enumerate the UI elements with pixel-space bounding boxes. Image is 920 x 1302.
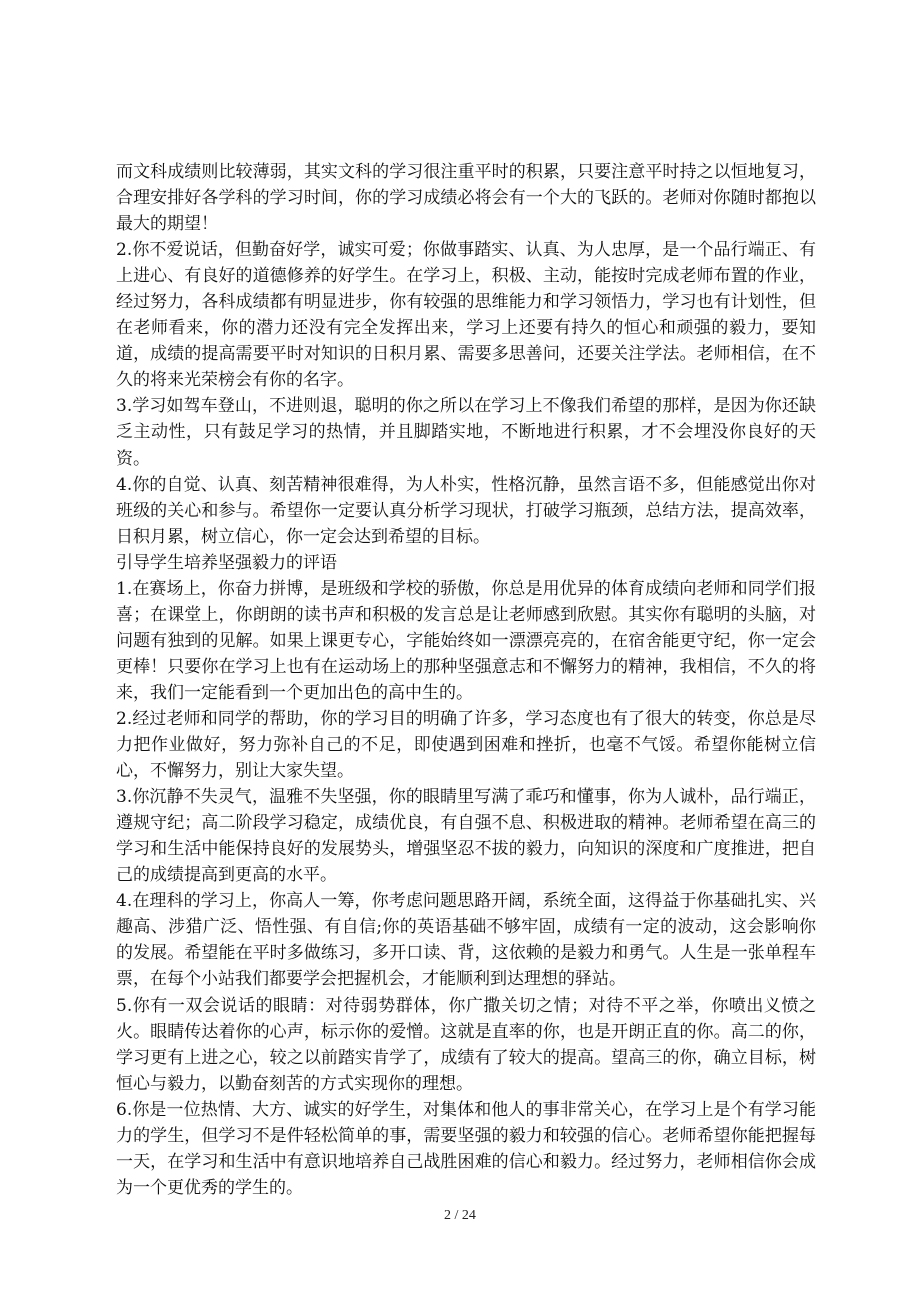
section-heading: 引导学生培养坚强毅力的评语 [116,552,337,573]
comment-paragraph: 5.你有一双会说话的眼睛：对待弱势群体，你广撒关切之情；对待不平之举，你喷出义愤之火。眼睛传达着你的心声，标示你的爱憎。这就是直率的你，也是开朗正直的你。高二的你，学习更有上进之心，较之以前踏实肯学了，成绩有了较大的提高。望高三的你，确立目标，树恒心与毅力，以勤奋刻苦的方式实现你的理想。 [116,995,816,1094]
comment-paragraph: 2.你不爱说话，但勤奋好学，诚实可爱；你做事踏实、认真、为人忠厚，是一个品行端正、有上进心、有良好的道德修养的好学生。在学习上，积极、主动，能按时完成老师布置的作业，经过努力，各科成绩都有明显进步，你有较强的思维能力和学习领悟力，学习也有计划性，但在老师看来，你的潜力还没有完全发挥出来，学习上还要有持久的恒心和顽强的毅力，要知道，成绩的提高需要平时对知识的日积月累、需要多思善问，还要关注学法。老师相信，在不久的将来光荣榜会有你的名字。 [116,240,816,391]
comment-paragraph: 2.经过老师和同学的帮助，你的学习目的明确了许多，学习态度也有了很大的转变，你总是尽力把作业做好，努力弥补自己的不足，即使遇到困难和挫折，也毫不气馁。希望你能树立信心，不懈努力，别让大家失望。 [116,708,816,782]
continuation-paragraph: 而文科成绩则比较薄弱，其实文科的学习很注重平时的积累，只要注意平时持之以恒地复习，合理安排好各学科的学习时间，你的学习成绩必将会有一个大的飞跃的。老师对你随时都抱以最大的期望！ [116,162,816,235]
comment-paragraph: 1.在赛场上，你奋力拼博，是班级和学校的骄傲，你总是用优异的体育成绩向老师和同学们报喜；在课堂上，你朗朗的读书声和积极的发言总是让老师感到欣慰。其实你有聪明的头脑，对问题有独到的见解。如果上课更专心，字能始终如一漂漂亮亮的，在宿舍能更守纪，你一定会更棒！只要你在学习上也有在运动场上的那种坚强意志和不懈努力的精神，我相信，不久的将来，我们一定能看到一个更加出色的高中生的。 [116,578,816,703]
document-body [116,159,816,1201]
comment-paragraph: 3.你沉静不失灵气，温雅不失坚强，你的眼睛里写满了乖巧和懂事，你为人诚朴，品行端正，遵规守纪；高二阶段学习稳定，成绩优良，有自强不息、积极进取的精神。老师希望在高三的学习和生活中能保持良好的发展势头，增强坚忍不拔的毅力，向知识的深度和广度推进，把自己的成绩提高到更高的水平。 [116,787,816,886]
comment-paragraph: 6.你是一位热情、大方、诚实的好学生，对集体和他人的事非常关心，在学习上是个有学习能力的学生，但学习不是件轻松简单的事，需要坚强的毅力和较强的信心。老师希望你能把握每一天，在学习和生活中有意识地培养自己战胜困难的信心和毅力。经过努力，老师相信你会成为一个更优秀的学生的。 [116,1099,816,1198]
comment-paragraph: 4.你的自觉、认真、刻苦精神很难得，为人朴实，性格沉静，虽然言语不多，但能感觉出你对班级的关心和参与。希望你一定要认真分析学习现状，打破学习瓶颈，总结方法，提高效率，日积月累，树立信心，你一定会达到希望的目标。 [116,474,816,547]
comment-paragraph: 4.在理科的学习上，你高人一筹，你考虑问题思路开阔，系统全面，这得益于你基础扎实、兴趣高、涉猎广泛、悟性强、有自信;你的英语基础不够牢固，成绩有一定的波动，这会影响你的发展。希望能在平时多做练习，多开口读、背，这依赖的是毅力和勇气。人生是一张单程车票，在每个小站我们都要学会把握机会，才能顺利到达理想的驿站。 [116,891,816,990]
comment-paragraph: 3.学习如驾车登山，不进则退，聪明的你之所以在学习上不像我们希望的那样，是因为你还缺乏主动性，只有鼓足学习的热情，并且脚踏实地，不断地进行积累，才不会埋没你良好的天资。 [116,396,816,469]
page-number: 2 / 24 [444,1208,476,1223]
